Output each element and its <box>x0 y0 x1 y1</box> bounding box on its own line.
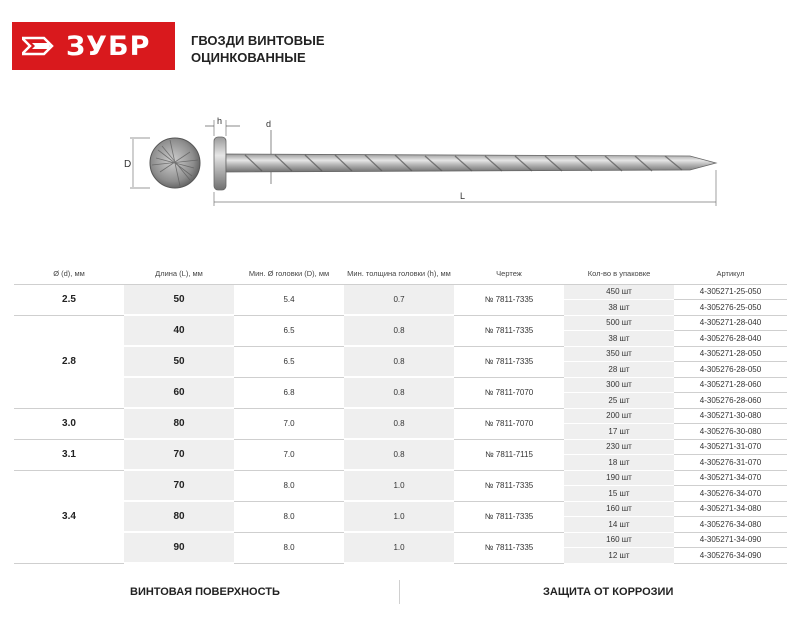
cell-head-diameter: 5.4 <box>234 284 344 315</box>
footer-divider <box>399 580 400 604</box>
cell-article: 4-305276-34-080 <box>674 517 787 533</box>
cell-article: 4-305271-34-080 <box>674 501 787 517</box>
cell-pack-qty: 450 шт <box>564 284 674 300</box>
cell-drawing: № 7811-7335 <box>454 501 564 532</box>
cell-pack-qty: 12 шт <box>564 548 674 564</box>
cell-pack-qty: 160 шт <box>564 532 674 548</box>
cell-article: 4-305276-30-080 <box>674 424 787 440</box>
cell-head-thickness: 1.0 <box>344 470 454 501</box>
cell-pack-qty: 300 шт <box>564 377 674 393</box>
cell-pack-qty: 15 шт <box>564 486 674 502</box>
table-row <box>14 284 787 300</box>
brand-name: ЗУБР <box>66 31 151 62</box>
cell-pack-qty: 350 шт <box>564 346 674 362</box>
cell-length: 80 <box>124 408 234 439</box>
spec-table-header <box>14 263 787 284</box>
cell-article: 4-305271-25-050 <box>674 284 787 300</box>
cell-pack-qty: 38 шт <box>564 300 674 316</box>
header-length: Длина (L), мм <box>124 263 234 284</box>
label-l-length: L <box>460 191 466 201</box>
cell-pack-qty: 500 шт <box>564 315 674 331</box>
table-row <box>14 315 787 331</box>
cell-article: 4-305271-34-070 <box>674 470 787 486</box>
cell-article: 4-305276-28-050 <box>674 362 787 378</box>
cell-length: 40 <box>124 315 234 346</box>
cell-head-thickness: 0.8 <box>344 377 454 408</box>
header-diameter: Ø (d), мм <box>14 263 124 284</box>
cell-article: 4-305276-31-070 <box>674 455 787 471</box>
cell-diameter: 2.8 <box>14 315 124 408</box>
feature-screw-surface: ВИНТОВАЯ ПОВЕРХНОСТЬ <box>130 586 280 598</box>
cell-pack-qty: 14 шт <box>564 517 674 533</box>
product-title <box>191 32 391 66</box>
product-title-line1: ГВОЗДИ ВИНТОВЫЕ <box>191 33 325 48</box>
cell-article: 4-305276-34-090 <box>674 548 787 564</box>
cell-article: 4-305271-28-050 <box>674 346 787 362</box>
cell-article: 4-305271-34-090 <box>674 532 787 548</box>
table-row <box>14 470 787 486</box>
cell-head-thickness: 0.8 <box>344 408 454 439</box>
cell-head-diameter: 8.0 <box>234 532 344 563</box>
cell-drawing: № 7811-7070 <box>454 408 564 439</box>
cell-diameter: 3.4 <box>14 470 124 563</box>
cell-length: 70 <box>124 470 234 501</box>
cell-pack-qty: 190 шт <box>564 470 674 486</box>
cell-drawing: № 7811-7335 <box>454 470 564 501</box>
cell-pack-qty: 230 шт <box>564 439 674 455</box>
cell-head-thickness: 0.8 <box>344 346 454 377</box>
header-head-thickness: Мин. толщина головки (h), мм <box>344 263 454 284</box>
cell-pack-qty: 38 шт <box>564 331 674 347</box>
cell-article: 4-305276-28-040 <box>674 331 787 347</box>
table-row <box>14 501 787 517</box>
table-row <box>14 346 787 362</box>
cell-diameter: 3.0 <box>14 408 124 439</box>
header-pack-qty: Кол-во в упаковке <box>564 263 674 284</box>
cell-length: 80 <box>124 501 234 532</box>
cell-article: 4-305276-34-070 <box>674 486 787 502</box>
label-h-head-thickness: h <box>217 116 223 126</box>
cell-article: 4-305271-28-060 <box>674 377 787 393</box>
header-article: Артикул <box>674 263 787 284</box>
cell-head-thickness: 0.7 <box>344 284 454 315</box>
cell-length: 50 <box>124 346 234 377</box>
cell-drawing: № 7811-7335 <box>454 315 564 346</box>
table-row <box>14 532 787 548</box>
cell-article: 4-305271-30-080 <box>674 408 787 424</box>
brand-logo <box>12 22 175 70</box>
cell-pack-qty: 200 шт <box>564 408 674 424</box>
cell-drawing: № 7811-7070 <box>454 377 564 408</box>
cell-pack-qty: 25 шт <box>564 393 674 409</box>
cell-drawing: № 7811-7335 <box>454 284 564 315</box>
cell-length: 70 <box>124 439 234 470</box>
cell-article: 4-305276-25-050 <box>674 300 787 316</box>
cell-drawing: № 7811-7335 <box>454 532 564 563</box>
cell-pack-qty: 28 шт <box>564 362 674 378</box>
cell-head-thickness: 1.0 <box>344 532 454 563</box>
cell-diameter: 3.1 <box>14 439 124 470</box>
feature-corrosion-protection: ЗАЩИТА ОТ КОРРОЗИИ <box>543 586 674 598</box>
cell-head-diameter: 6.5 <box>234 315 344 346</box>
cell-head-diameter: 8.0 <box>234 501 344 532</box>
cell-article: 4-305276-28-060 <box>674 393 787 409</box>
header-drawing: Чертеж <box>454 263 564 284</box>
cell-diameter: 2.5 <box>14 284 124 315</box>
cell-drawing: № 7811-7335 <box>454 346 564 377</box>
table-row <box>14 408 787 424</box>
cell-pack-qty: 17 шт <box>564 424 674 440</box>
cell-head-diameter: 7.0 <box>234 439 344 470</box>
cell-length: 50 <box>124 284 234 315</box>
cell-length: 60 <box>124 377 234 408</box>
cell-article: 4-305271-28-040 <box>674 315 787 331</box>
cell-head-diameter: 8.0 <box>234 470 344 501</box>
cell-head-thickness: 0.8 <box>344 439 454 470</box>
cell-length: 90 <box>124 532 234 563</box>
product-title-line2: ОЦИНКОВАННЫЕ <box>191 50 306 65</box>
cell-article: 4-305271-31-070 <box>674 439 787 455</box>
table-row <box>14 439 787 455</box>
cell-drawing: № 7811-7115 <box>454 439 564 470</box>
table-row <box>14 377 787 393</box>
cell-pack-qty: 160 шт <box>564 501 674 517</box>
label-d-head-diameter: D <box>124 159 132 170</box>
header-head-diameter: Мин. Ø головки (D), мм <box>234 263 344 284</box>
spec-table <box>14 263 787 564</box>
cell-head-diameter: 6.8 <box>234 377 344 408</box>
nail-side-view <box>205 116 716 206</box>
cell-pack-qty: 18 шт <box>564 455 674 471</box>
cell-head-thickness: 1.0 <box>344 501 454 532</box>
label-d-shaft-diameter: d <box>266 119 272 129</box>
cell-head-diameter: 7.0 <box>234 408 344 439</box>
cell-head-diameter: 6.5 <box>234 346 344 377</box>
nail-head-front-view <box>124 138 200 188</box>
cell-head-thickness: 0.8 <box>344 315 454 346</box>
nail-diagram <box>0 110 800 220</box>
brand-arrow-icon <box>22 34 62 58</box>
